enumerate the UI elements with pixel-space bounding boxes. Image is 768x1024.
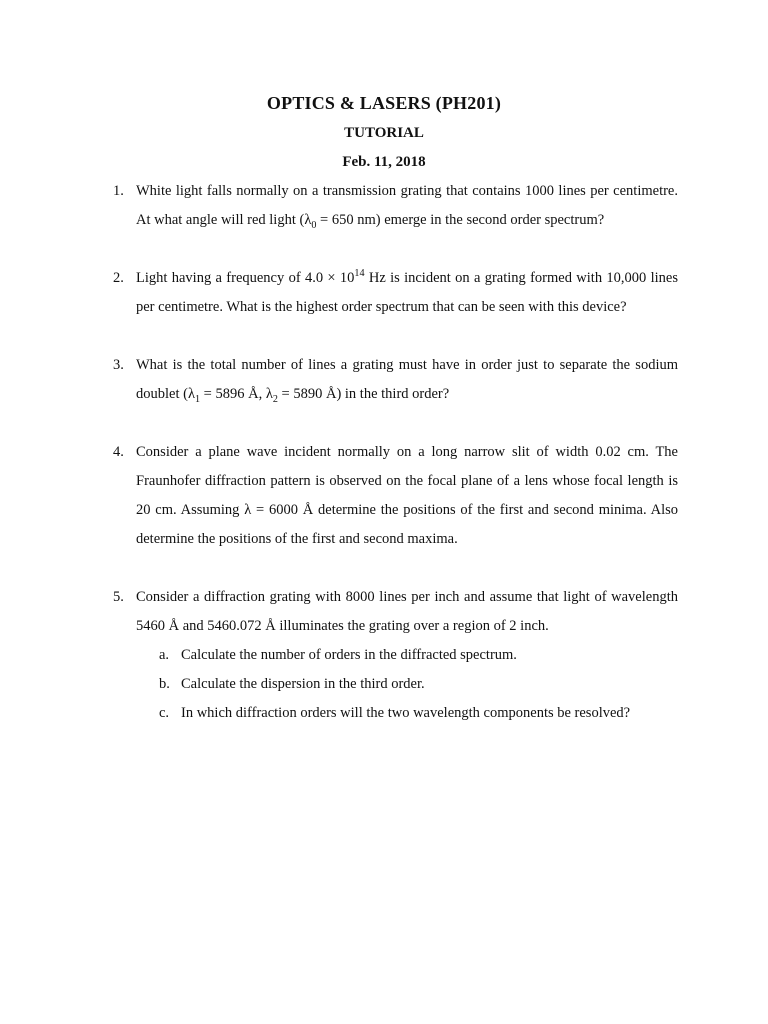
question-number: 3. bbox=[113, 357, 124, 373]
question-5 bbox=[113, 583, 678, 728]
question-text-part: = 5896 Å, λ bbox=[200, 386, 273, 402]
document-date: Feb. 11, 2018 bbox=[342, 154, 426, 170]
question-text-part: What is the total number of lines a grating must have in order just to separate the sodium doublet (λ bbox=[136, 357, 678, 402]
superscript: 14 bbox=[354, 268, 365, 280]
document-title: OPTICS & LASERS (PH201) bbox=[266, 93, 502, 113]
question-text bbox=[136, 183, 678, 231]
question-text-part: Hz is incident on a grating formed with 10,000 lines per centimetre. What is the highest order spectrum that can be seen with this device? bbox=[136, 270, 678, 315]
sub-question-letter: b. bbox=[159, 676, 170, 692]
sub-question-text: In which diffraction orders will the two wavelength components be resolved? bbox=[181, 705, 631, 721]
question-number: 2. bbox=[113, 270, 124, 286]
sub-question-a bbox=[136, 641, 678, 670]
sub-question-text: Calculate the dispersion in the third order. bbox=[181, 676, 425, 692]
question-text-part: = 5890 Å) in the third order? bbox=[277, 386, 450, 402]
question-text-part: Light having a frequency of 4.0 × 10 bbox=[136, 270, 355, 286]
document-subtitle: TUTORIAL bbox=[344, 125, 424, 141]
question-number: 5. bbox=[113, 589, 124, 605]
question-number: 4. bbox=[113, 444, 124, 460]
question-1 bbox=[113, 177, 678, 235]
question-text bbox=[136, 357, 678, 405]
sub-question-text: Calculate the number of orders in the diffracted spectrum. bbox=[181, 647, 517, 663]
subscript: 2 bbox=[272, 393, 278, 405]
question-3 bbox=[113, 351, 678, 409]
sub-question-c bbox=[136, 699, 678, 728]
question-text-part: = 650 nm) emerge in the second order spectrum? bbox=[316, 212, 605, 228]
sub-question-list bbox=[136, 641, 678, 728]
question-text-part: White light falls normally on a transmission grating that contains 1000 lines per centimetre. At what angle will red light (λ bbox=[136, 183, 678, 228]
question-number: 1. bbox=[113, 183, 124, 199]
question-list bbox=[113, 177, 678, 757]
question-2 bbox=[113, 264, 678, 322]
sub-question-letter: c. bbox=[159, 705, 170, 721]
sub-question-b bbox=[136, 670, 678, 699]
question-text: Consider a diffraction grating with 8000 lines per inch and assume that light of wavelength 5460 Å and 5460.072 Å illuminates the grating over a region of 2 inch. bbox=[136, 589, 678, 634]
question-text bbox=[136, 270, 678, 315]
subscript: 0 bbox=[311, 219, 317, 231]
question-4 bbox=[113, 438, 678, 554]
question-text: Consider a plane wave incident normally on a long narrow slit of width 0.02 cm. The Fraunhofer diffraction pattern is observed on the focal plane of a lens whose focal length is 20 cm. Assuming λ = 6000 Å determine the positions of the first and second minima. Also determine the positions of the first and second maxima. bbox=[136, 444, 678, 547]
subscript: 1 bbox=[194, 393, 201, 405]
sub-question-letter: a. bbox=[159, 647, 170, 663]
